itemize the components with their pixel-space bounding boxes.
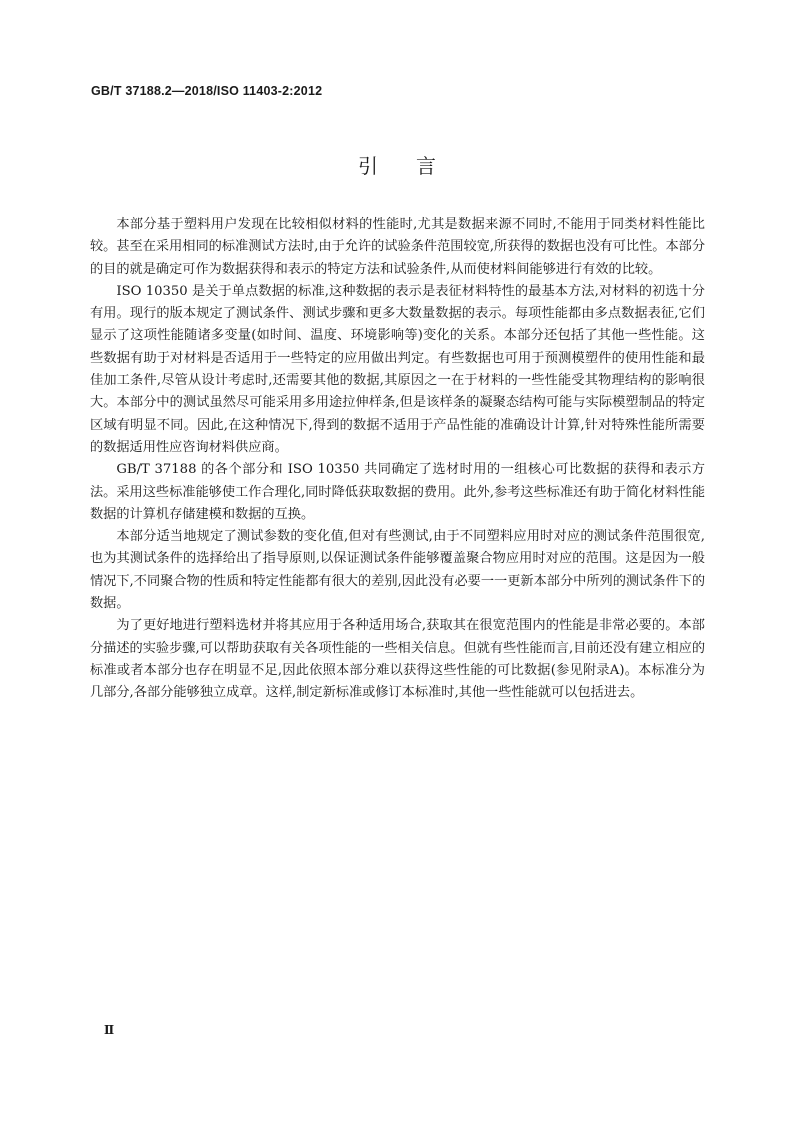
paragraph-2: ISO 10350 是关于单点数据的标准,这种数据的表示是表征材料特性的最基本方法,对材料的初选十分有用。现行的版本规定了测试条件、测试步骤和更多大数量数据的表示。每项性能都由多点数据表征,它们显示了这项性能随诸多变量(如时间、温度、环境影响等)变化的关系。本部分还包括了其他一些性能。这些数据有助于对材料是否适用于一些特定的应用做出判定。有些数据也可用于预测模塑件的使用性能和最佳加工条件,尽管从设计考虑时,还需要其他的数据,其原因之一在于材料的一些性能受其物理结构的影响很大。本部分中的测试虽然尽可能采用多用途拉伸样条,但是该样条的凝聚态结构可能与实际模塑制品的特定区域有明显不同。因此,在这种情况下,得到的数据不适用于产品性能的准确设计计算,针对特殊性能所需要的数据适用性应咨询材料供应商。 [90, 283, 705, 455]
standard-number-header: GB/T 37188.2—2018/ISO 11403-2:2012 [91, 84, 323, 98]
page-number: Ⅱ [104, 1023, 115, 1037]
paragraph-4: 本部分适当地规定了测试参数的变化值,但对有些测试,由于不同塑料应用时对应的测试条件范围很宽,也为其测试条件的选择给出了指导原则,以保证测试条件能够覆盖聚合物应用时对应的范围。这是因为一般情况下,不同聚合物的性质和特定性能都有很大的差别,因此没有必要一一更新本部分中所列的测试条件下的数据。 [90, 529, 706, 612]
paragraph-5: 为了更好地进行塑料选材并将其应用于各种适用场合,获取其在很宽范围内的性能是非常必要的。本部分描述的实验步骤,可以帮助获取有关各项性能的一些相关信息。但就有些性能而言,目前还没有建立相应的标准或者本部分也存在明显不足,因此依照本部分难以获得这些性能的可比数据(参见附录A)。本标准分为几部分,各部分能够独立成章。这样,制定新标准或修订本标准时,其他一些性能就可以包括进去。 [90, 618, 706, 701]
introduction-body [90, 214, 705, 705]
page-title: 引言 [358, 154, 474, 178]
paragraph-1: 本部分基于塑料用户发现在比较相似材料的性能时,尤其是数据来源不同时,不能用于同类材料性能比较。甚至在采用相同的标准测试方法时,由于允许的试验条件范围较宽,所获得的数据也没有可比性。本部分的目的就是确定可作为数据获得和表示的特定方法和试验条件,从而使材料间能够进行有效的比较。 [90, 217, 706, 277]
paragraph-3: GB/T 37188 的各个部分和 ISO 10350 共同确定了选材时用的一组核心可比数据的获得和表示方法。采用这些标准能够使工作合理化,同时降低获取数据的费用。此外,参考这些标准还有助于简化材料性能数据的计算机存储建模和数据的互换。 [90, 462, 706, 522]
